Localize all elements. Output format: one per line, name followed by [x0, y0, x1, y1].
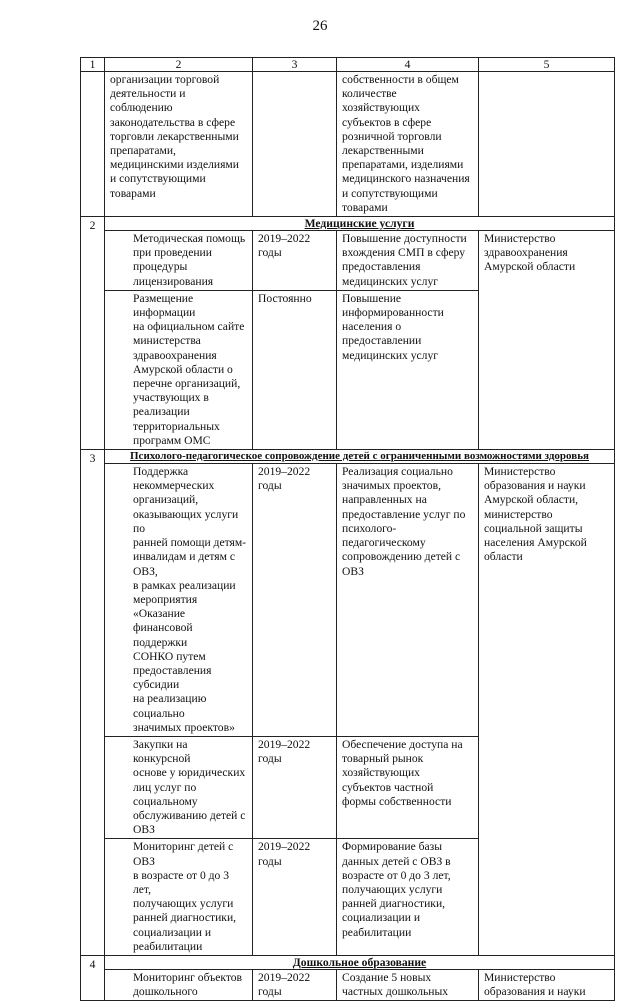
- responsible-cell: [479, 72, 615, 217]
- section-title: Психолого-педагогическое сопровождение детей с ограниченными возможностями здоровья: [105, 450, 615, 464]
- period-cell: Постоянно: [253, 290, 337, 449]
- section-header-row: [81, 217, 615, 231]
- result-cell: Формирование базы данных детей с ОВЗ в возрасте от 0 до 3 лет, получающих услуги ранней диагностики, социализации и реабилитации: [337, 839, 479, 956]
- table-row: [81, 231, 615, 291]
- section-title: Медицинские услуги: [105, 217, 615, 231]
- col-header-1: 1: [81, 58, 105, 72]
- period-cell: 2019–2022 годы: [253, 839, 337, 956]
- col-header-4: 4: [337, 58, 479, 72]
- table-row: [81, 969, 615, 1000]
- period-cell: 2019–2022 годы: [253, 231, 337, 291]
- page-number: 26: [312, 18, 328, 34]
- col-header-5: 5: [479, 58, 615, 72]
- measure-cell: Мониторинг объектов дошкольного: [105, 969, 253, 1000]
- measure-cell: Поддержка некоммерческих организаций, оказывающих услуги по ранней помощи детям- инвалидам и детям с ОВЗ, в рамках реализации мероприятия «Оказание финансовой поддержки СОНКО путем предоставления субсидии на реализацию социально значимых проектов»: [105, 464, 253, 737]
- responsible-cell: Министерство образования и науки Амурской области, министерство социальной защиты населения Амурской области: [479, 464, 615, 956]
- result-cell: Повышение доступности вхождения СМП в сферу предоставления медицинских услуг: [337, 231, 479, 291]
- section-number: 2: [81, 217, 105, 450]
- section-header-row: [81, 450, 615, 464]
- responsible-cell: Министерство образования и науки: [479, 969, 615, 1000]
- plan-table: [80, 57, 615, 1001]
- responsible-cell: Министерство здравоохранения Амурской области: [479, 231, 615, 450]
- result-cell: собственности в общем количестве хозяйствующих субъектов в сфере розничной торговли лекарственными препаратами, изделиями медицинского назначения и сопутствующими товарами: [337, 72, 479, 217]
- measure-cell: Методическая помощь при проведении процедуры лицензирования: [105, 231, 253, 291]
- period-cell: [253, 72, 337, 217]
- section-title: Дошкольное образование: [105, 955, 615, 969]
- measure-cell: Мониторинг детей с ОВЗ в возрасте от 0 до 3 лет, получающих услуги ранней диагностики, социализации и реабилитации: [105, 839, 253, 956]
- result-cell: Создание 5 новых частных дошкольных: [337, 969, 479, 1000]
- period-cell: 2019–2022 годы: [253, 736, 337, 838]
- col-header-2: 2: [105, 58, 253, 72]
- table-row: [81, 72, 615, 217]
- header-row: [81, 58, 615, 72]
- section-number: 3: [81, 450, 105, 956]
- result-cell: Реализация социально значимых проектов, направленных на предоставление услуг по психолого- педагогическому сопровождению детей с ОВЗ: [337, 464, 479, 737]
- measure-cell: организации торговой деятельности и соблюдению законодательства в сфере торговли лекарственными препаратами, медицинскими изделиями и сопутствующими товарами: [105, 72, 253, 217]
- table-row: [81, 464, 615, 737]
- period-cell: 2019–2022 годы: [253, 464, 337, 737]
- result-cell: Обеспечение доступа на товарный рынок хозяйствующих субъектов частной формы собственности: [337, 736, 479, 838]
- section-number: 4: [81, 955, 105, 1000]
- result-cell: Повышение информированности населения о предоставлении медицинских услуг: [337, 290, 479, 449]
- measure-cell: Размещение информации на официальном сайте министерства здравоохранения Амурской области о перечне организаций, участвующих в реализации территориальных программ ОМС: [105, 290, 253, 449]
- period-cell: 2019–2022 годы: [253, 969, 337, 1000]
- measure-cell: Закупки на конкурсной основе у юридических лиц услуг по социальному обслуживанию детей с ОВЗ: [105, 736, 253, 838]
- section-header-row: [81, 955, 615, 969]
- col-header-3: 3: [253, 58, 337, 72]
